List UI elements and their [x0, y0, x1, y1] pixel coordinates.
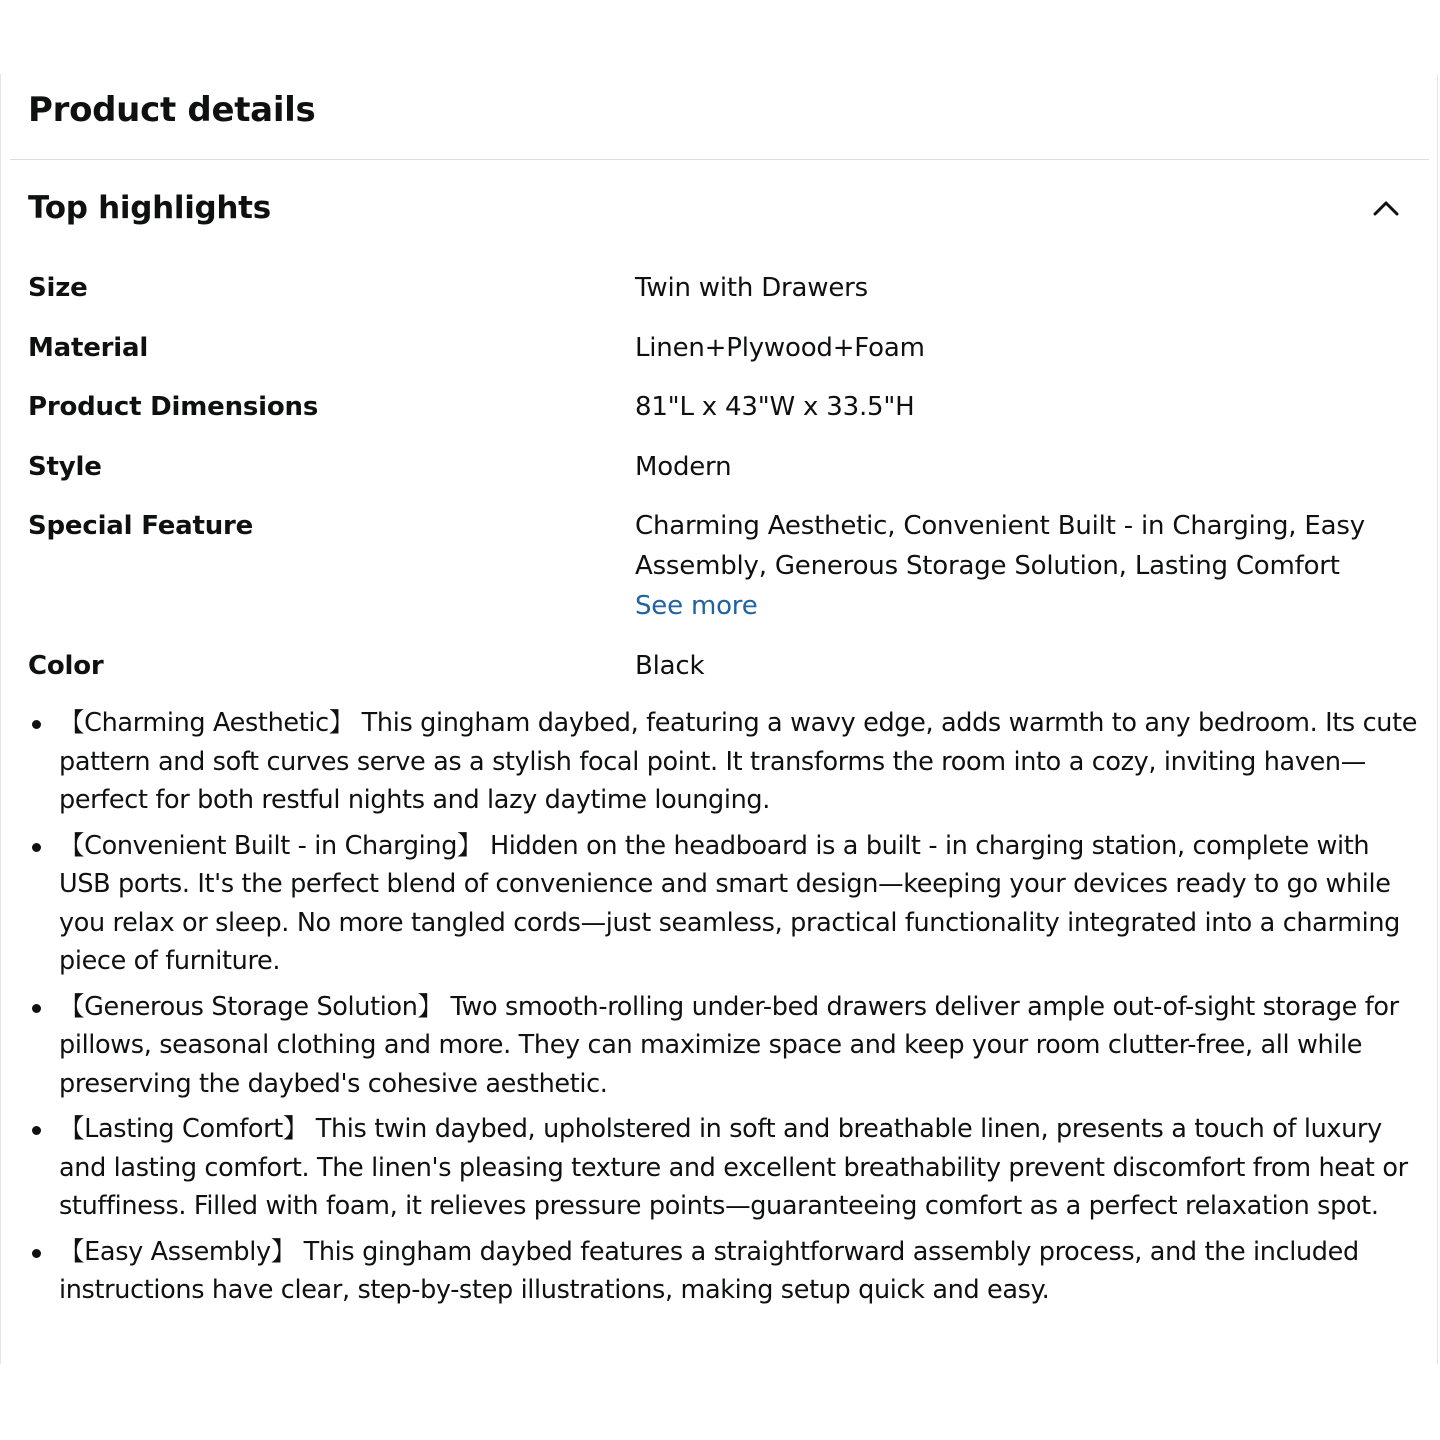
see-more-link[interactable]: See more [635, 591, 758, 621]
highlight-label: Style [28, 451, 102, 482]
chevron-up-icon [1369, 192, 1403, 222]
highlight-row-dimensions [28, 387, 1408, 447]
highlights-table [28, 268, 1408, 705]
product-details-panel [0, 74, 1438, 1364]
highlight-value: Linen+Plywood+Foam [635, 332, 925, 363]
highlight-label: Material [28, 332, 149, 363]
list-item [1, 704, 1421, 820]
list-item [1, 1110, 1421, 1226]
bullet-text: 【Charming Aesthetic】 This gingham daybed, featuring a wavy edge, adds warmth to any bedroom. Its cute pattern and soft curves serve as a stylish focal point. It transforms the room into a cozy, inviting haven—perfect for both restful nights and lazy daytime lounging. [59, 708, 1418, 815]
highlight-row-color [28, 646, 1408, 706]
highlight-label: Special Feature [28, 511, 254, 541]
feature-bullets [1, 704, 1421, 1317]
highlight-value: Black [635, 650, 705, 681]
bullet-text: 【Easy Assembly】 This gingham daybed features a straightforward assembly process, and the included instructions have clear, step-by-step illustrations, making setup quick and easy. [59, 1236, 1359, 1305]
highlight-row-special-feature [28, 506, 1408, 646]
bullet-text: 【Generous Storage Solution】 Two smooth-rolling under-bed drawers deliver ample out-of-sight storage for pillows, seasonal clothing and more. They can maximize space and keep your room clutter-free, all while preserving the daybed's cohesive aesthetic. [59, 991, 1399, 1099]
bullet-icon [32, 1249, 41, 1258]
bullet-icon [32, 720, 41, 729]
page-title: Product details [28, 90, 316, 130]
highlight-value: Charming Aesthetic, Convenient Built - in Charging, Easy Assembly, Generous Storage Solution, Lasting Comfort [635, 511, 1365, 581]
list-item [1, 1233, 1421, 1310]
highlight-value: Modern [635, 451, 732, 482]
highlight-value-wrapper [635, 506, 1408, 646]
highlight-label: Size [28, 273, 88, 303]
highlight-label: Product Dimensions [28, 392, 319, 422]
section-title: Top highlights [28, 190, 271, 226]
highlight-value: 81"L x 43"W x 33.5"H [635, 392, 915, 422]
collapse-toggle[interactable] [1369, 192, 1403, 222]
divider [10, 159, 1429, 160]
highlight-row-style [28, 447, 1408, 507]
highlight-label: Color [28, 650, 104, 681]
highlight-row-material [28, 328, 1408, 388]
bullet-text: 【Lasting Comfort】 This twin daybed, upholstered in soft and breathable linen, presents a touch of luxury and lasting comfort. The linen's pleasing texture and excellent breathability prevent discomfort from heat or stuffiness. Filled with foam, it relieves pressure points—guaranteeing comfort as a perfect relaxation spot. [59, 1114, 1408, 1221]
list-item [1, 988, 1421, 1104]
highlight-row-size [28, 268, 1408, 328]
bullet-icon [32, 843, 41, 852]
list-item [1, 827, 1421, 981]
highlight-value: Twin with Drawers [635, 273, 868, 303]
bullet-icon [32, 1126, 41, 1135]
bullet-icon [32, 1004, 41, 1013]
bullet-text: 【Convenient Built - in Charging】 Hidden on the headboard is a built - in charging station, complete with USB ports. It's the perfect blend of convenience and smart design—keeping your devices ready to go while you relax or sleep. No more tangled cords—just seamless, practical functionality integrated into a charming piece of furniture. [59, 830, 1401, 976]
